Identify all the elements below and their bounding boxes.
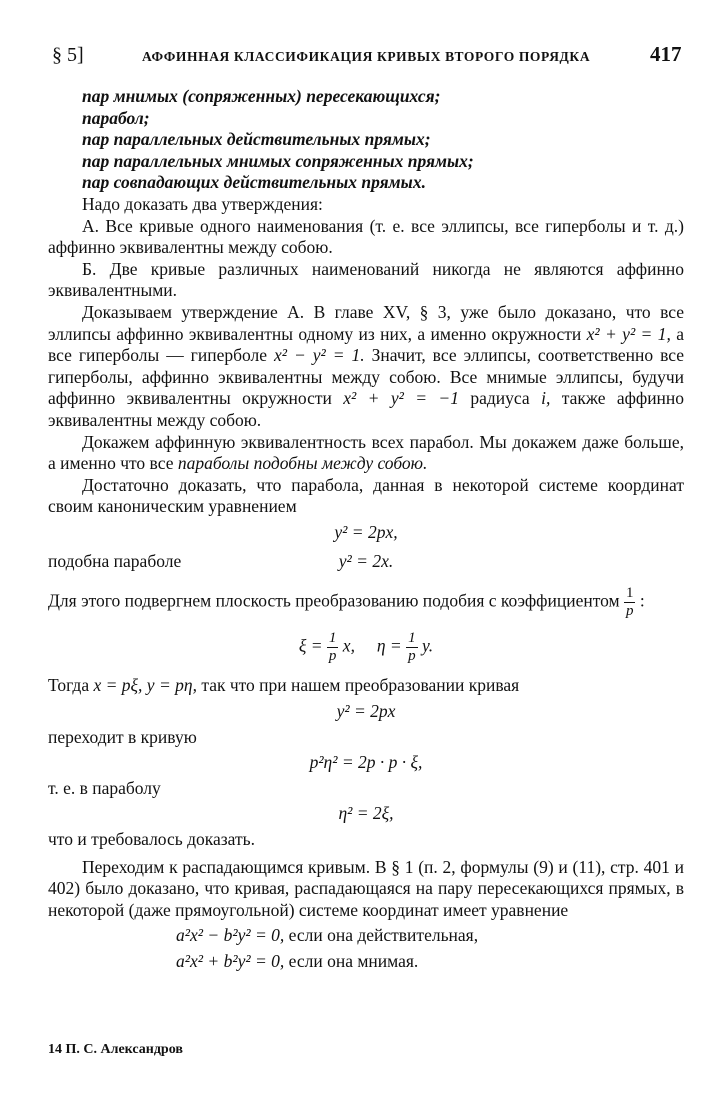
page-body: [48, 86, 684, 977]
page-number: 417: [650, 42, 682, 66]
proof-a-paragraph: Доказываем утверждение А. В главе XV, § 3, уже было доказано, что все эллипсы аффинно эквивалентны одному из них, а именно окружности x² + y² = 1, а все гиперболы — гиперболе x² − y² = 1. Значит, все эллипсы, соответственно все гиперболы, аффинно эквивалентны между собою. Все мнимые эллипсы, будучи аффинно эквивалентны окружности x² + y² = −1 радиуса i, также аффинно эквивалентны между собою.: [48, 301, 685, 430]
formula-imag-circle: x² + y² = −1: [343, 388, 459, 409]
running-title: АФФИННАЯ КЛАССИФИКАЦИЯ КРИВЫХ ВТОРОГО ПОРЯДКА: [142, 49, 591, 64]
equation: y² = 2px: [336, 701, 396, 722]
signature-footer: 14 П. С. Александров: [48, 1042, 183, 1057]
paragraph: Надо доказать два утверждения:: [82, 193, 323, 214]
formula-circle: x² + y² = 1,: [586, 323, 671, 344]
then-paragraph: Тогда x = pξ, y = pη, так что при нашем преобразовании кривая: [48, 675, 520, 696]
similarity-map: ξ = $\frac{1}{p}$ x, η = $\frac{1}{p}$ y.: [298, 630, 434, 665]
formula-hyperbola: x² − y² = 1.: [274, 345, 365, 366]
statement-b: Б. Две кривые различных наименований никогда не являются аффинно эквивалентными.: [48, 258, 684, 301]
equation-row: a²x² − b²y² = 0, если она действительная,: [176, 925, 479, 946]
paragraph: Достаточно доказать, что парабола, данная в некоторой системе координат своим каноническим уравнением: [48, 474, 684, 517]
parabola-paragraph: Докажем аффинную эквивалентность всех парабол. Мы докажем даже больше, а именно что все параболы подобны между собою.: [48, 431, 684, 474]
list-item: пар мнимых (сопряженных) пересекающихся;: [82, 86, 441, 106]
equation: y² = 2px,: [334, 521, 398, 542]
section-ref: § 5]: [52, 44, 84, 66]
paragraph: переходит в кривую: [48, 726, 197, 747]
equation: p²η² = 2p · p · ξ,: [309, 752, 423, 773]
running-header: [0, 44, 726, 74]
statement-a: А. Все кривые одного наименования (т. е. все эллипсы, все гиперболы и т. д.) аффинно эквивалентны между собою.: [48, 215, 684, 258]
equation: η² = 2ξ,: [338, 803, 394, 824]
list-item: пар совпадающих действительных прямых.: [82, 172, 426, 193]
equation: y² = 2x.: [338, 551, 394, 572]
paragraph: что и требовалось доказать.: [48, 829, 256, 850]
list-item: пар параллельных мнимых сопряженных прямых;: [82, 150, 474, 171]
decomposing-paragraph: Переходим к распадающимся кривым. В § 1 (п. 2, формулы (9) и (11), стр. 401 и 402) было доказано, что кривая, распадающаяся на пару пересекающихся прямых, в некоторой (даже прямоугольной) системе координат имеет уравнение: [48, 856, 684, 920]
fraction: $\frac{1}{p}$: [625, 585, 634, 620]
equation-row: подобна параболе y² = 2x.: [48, 547, 684, 577]
transform-paragraph: Для этого подвергнем плоскость преобразованию подобия с коэффициентом $\frac{1}{p}$ :: [48, 585, 645, 620]
list-item: пар параллельных действительных прямых;: [82, 129, 431, 150]
paragraph: т. е. в параболу: [48, 777, 161, 798]
equation-row: a²x² + b²y² = 0, если она мнимая.: [176, 951, 419, 971]
list-item: парабол;: [82, 107, 150, 128]
curve-list: [48, 86, 684, 194]
